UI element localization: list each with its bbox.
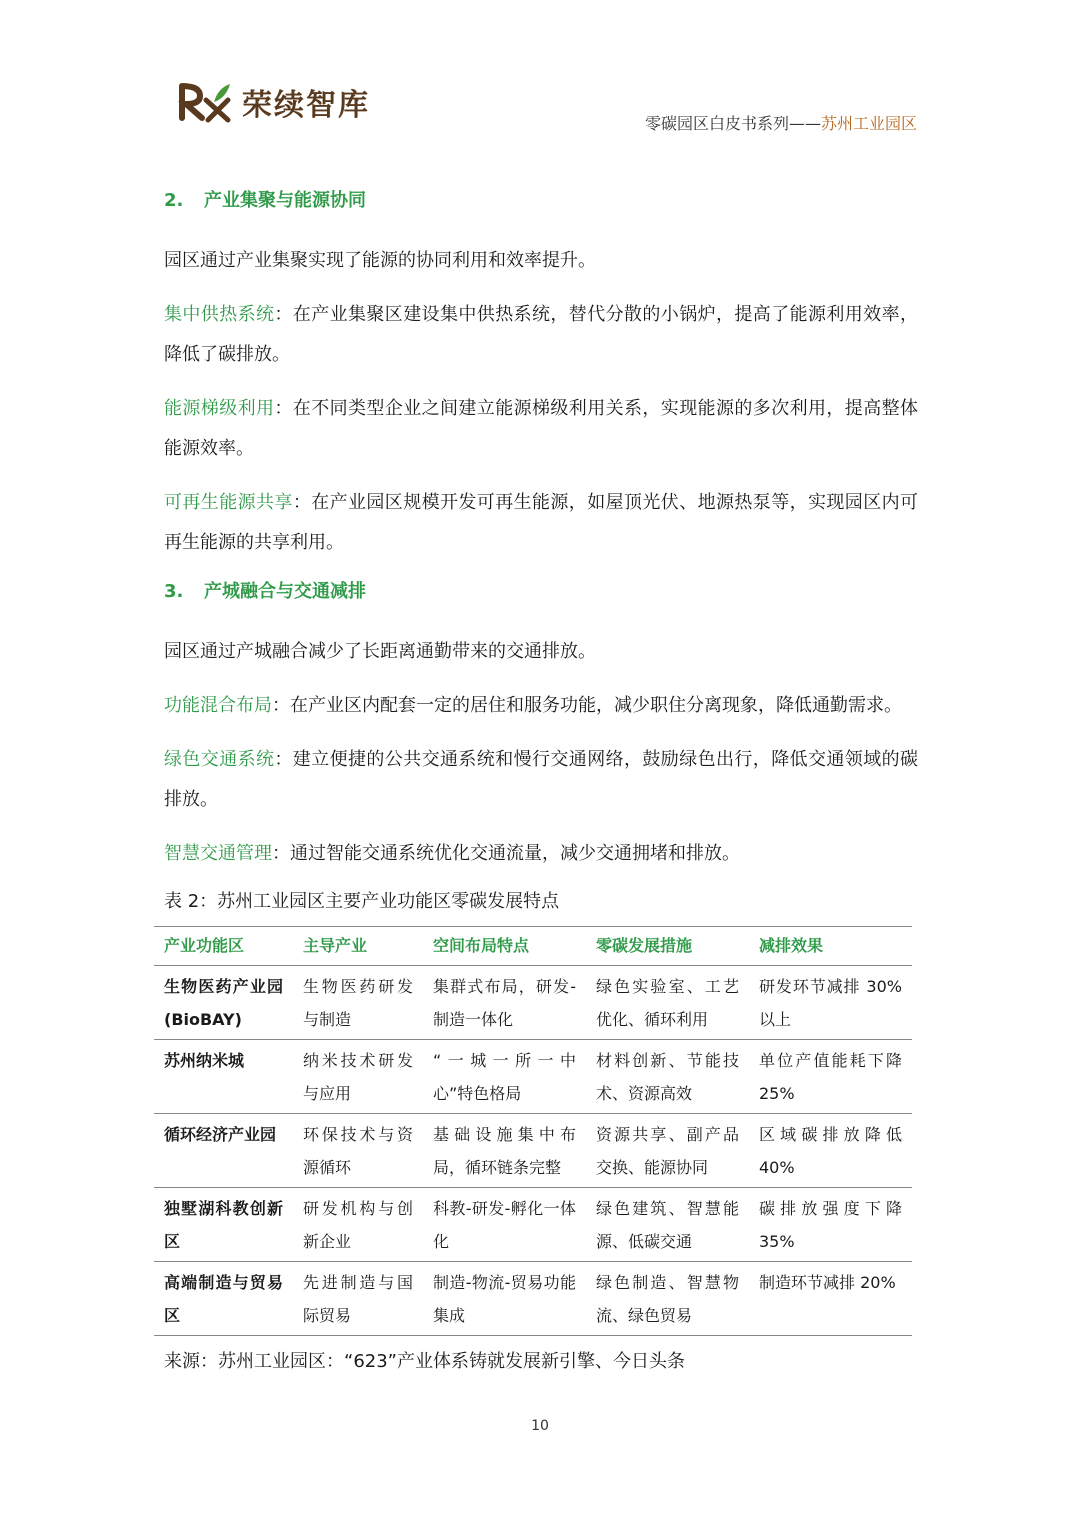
table-cell: 研发环节减排 30%以上 bbox=[749, 966, 912, 1040]
section-3-intro: 园区通过产城融合减少了长距离通勤带来的交通排放。 bbox=[164, 641, 596, 662]
table-cell: “一城一所一中心”特色格局 bbox=[423, 1040, 586, 1114]
paragraph bbox=[164, 834, 918, 874]
column-header: 减排效果 bbox=[749, 927, 912, 966]
section-number: 3. bbox=[164, 581, 184, 602]
column-header: 产业功能区 bbox=[154, 927, 293, 966]
keyword: 智慧交通管理 bbox=[164, 843, 272, 864]
paragraph-text: ：在不同类型企业之间建立能源梯级利用关系，实现能源的多次利用，提高整体能源效率。 bbox=[164, 398, 919, 459]
section-3-heading bbox=[164, 577, 918, 607]
paragraph bbox=[164, 389, 918, 469]
series-highlight: 苏州工业园区 bbox=[820, 114, 917, 133]
column-header: 零碳发展措施 bbox=[586, 927, 749, 966]
series-title bbox=[645, 111, 917, 134]
paragraph bbox=[164, 740, 918, 820]
keyword: 可再生能源共享 bbox=[164, 492, 293, 513]
table-cell: 循环经济产业园 bbox=[154, 1114, 293, 1188]
series-label: 零碳园区白皮书系列—— bbox=[644, 114, 821, 133]
section-title: 产业集聚与能源协同 bbox=[204, 190, 366, 211]
paragraph bbox=[164, 483, 918, 563]
section-title: 产城融合与交通减排 bbox=[204, 581, 366, 602]
keyword: 集中供热系统 bbox=[164, 304, 275, 325]
paragraph bbox=[164, 686, 918, 726]
table-row bbox=[154, 966, 912, 1040]
column-header: 空间布局特点 bbox=[423, 927, 586, 966]
keyword: 能源梯级利用 bbox=[164, 398, 275, 419]
paragraph-text: ：在产业园区规模开发可再生能源，如屋顶光伏、地源热泵等，实现园区内可再生能源的共享利用。 bbox=[164, 492, 919, 553]
table-cell: 碳排放强度下降35% bbox=[749, 1188, 912, 1262]
table-row bbox=[154, 1188, 912, 1262]
table-cell: 资源共享、副产品交换、能源协同 bbox=[586, 1114, 749, 1188]
table-cell: 独墅湖科教创新区 bbox=[154, 1188, 293, 1262]
section-number: 2. bbox=[164, 190, 184, 211]
table-cell: 生物医药产业园(BioBAY) bbox=[154, 966, 293, 1040]
table-source: 来源：苏州工业园区：“623”产业体系铸就发展新引擎、今日头条 bbox=[164, 1351, 686, 1372]
keyword: 功能混合布局 bbox=[164, 695, 272, 716]
section-2-heading bbox=[164, 186, 918, 216]
table-cell: 高端制造与贸易区 bbox=[154, 1262, 293, 1336]
main-content bbox=[164, 186, 918, 1376]
table-cell: 科教-研发-孵化一体化 bbox=[423, 1188, 586, 1262]
logo bbox=[178, 80, 370, 124]
table-row bbox=[154, 1040, 912, 1114]
table-cell: 制造-物流-贸易功能集成 bbox=[423, 1262, 586, 1336]
table-caption: 表 2：苏州工业园区主要产业功能区零碳发展特点 bbox=[164, 891, 560, 912]
paragraph-text: ：在产业集聚区建设集中供热系统，替代分散的小锅炉，提高了能源利用效率，降低了碳排放。 bbox=[164, 304, 919, 365]
zone-table bbox=[154, 926, 912, 1336]
section-2-intro: 园区通过产业集聚实现了能源的协同利用和效率提升。 bbox=[164, 250, 596, 271]
paragraph-text: ：通过智能交通系统优化交通流量，减少交通拥堵和排放。 bbox=[272, 843, 740, 864]
table-cell: 基础设施集中布局，循环链条完整 bbox=[423, 1114, 586, 1188]
paragraph-text: ：建立便捷的公共交通系统和慢行交通网络，鼓励绿色出行，降低交通领域的碳排放。 bbox=[164, 749, 919, 810]
table-cell: 绿色建筑、智慧能源、低碳交通 bbox=[586, 1188, 749, 1262]
table-cell: 区域碳排放降低40% bbox=[749, 1114, 912, 1188]
rx-logo-icon bbox=[178, 80, 234, 124]
table-cell: 绿色制造、智慧物流、绿色贸易 bbox=[586, 1262, 749, 1336]
keyword: 绿色交通系统 bbox=[164, 749, 275, 770]
paragraph bbox=[164, 295, 918, 375]
table-row bbox=[154, 1262, 912, 1336]
table-cell: 研发机构与创新企业 bbox=[293, 1188, 423, 1262]
table-cell: 材料创新、节能技术、资源高效 bbox=[586, 1040, 749, 1114]
table-cell: 集群式布局，研发-制造一体化 bbox=[423, 966, 586, 1040]
table-cell: 生物医药研发与制造 bbox=[293, 966, 423, 1040]
page-number: 10 bbox=[531, 1418, 549, 1434]
paragraph-text: ：在产业区内配套一定的居住和服务功能，减少职住分离现象，降低通勤需求。 bbox=[272, 695, 902, 716]
table-cell: 先进制造与国际贸易 bbox=[293, 1262, 423, 1336]
table-cell: 纳米技术研发与应用 bbox=[293, 1040, 423, 1114]
logo-text: 荣续智库 bbox=[242, 88, 370, 123]
table-cell: 绿色实验室、工艺优化、循环利用 bbox=[586, 966, 749, 1040]
column-header: 主导产业 bbox=[293, 927, 423, 966]
table-cell: 制造环节减排 20% bbox=[749, 1262, 912, 1336]
table-row bbox=[154, 1114, 912, 1188]
table-cell: 单位产值能耗下降25% bbox=[749, 1040, 912, 1114]
table-cell: 苏州纳米城 bbox=[154, 1040, 293, 1114]
table-header-row bbox=[154, 927, 912, 966]
table-cell: 环保技术与资源循环 bbox=[293, 1114, 423, 1188]
